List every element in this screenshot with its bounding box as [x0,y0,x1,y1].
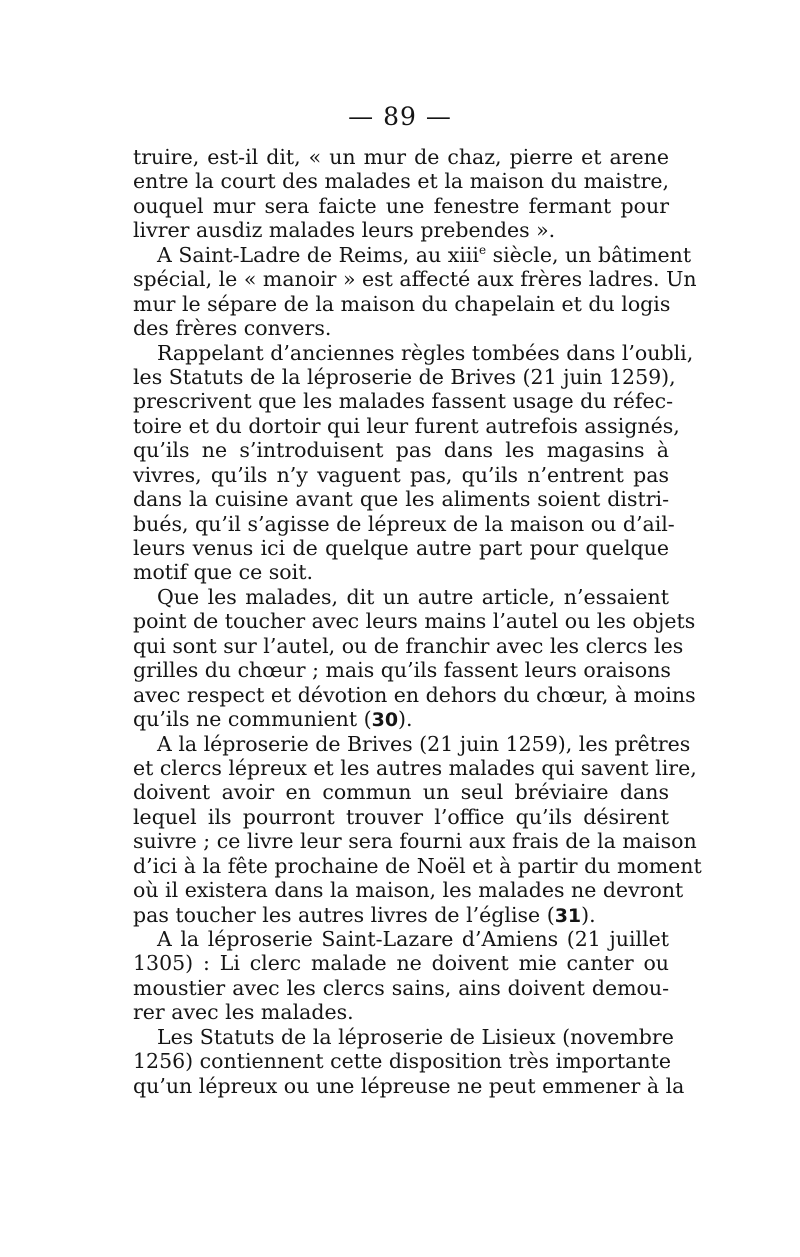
text-line-note-31 [133,903,669,927]
text-fragment: qu’ils ne communient ( [133,707,372,732]
text-line: leurs venus ici de quelque autre part pour quelque [133,536,669,560]
text-fragment: pas toucher les autres livres de l’église ( [133,902,555,927]
text-line: qu’un lépreux ou une lépreuse ne peut emmener à la [133,1073,685,1098]
text-line: avec respect et dévotion en dehors du chœur, à moins [133,682,696,707]
text-line: vivres, qu’ils n’y vaguent pas, qu’ils n’entrent pas [133,462,669,487]
text-line-century [133,242,692,267]
text-line: toire et du dortoir qui leur furent autrefois assignés, [133,413,680,438]
text-line: où il existera dans la maison, les malades ne devront [133,878,684,903]
text-line: point de toucher avec leurs mains l’autel ou les objets [133,609,696,634]
century-roman: xiii [447,242,479,267]
footnote-ref-31[interactable]: 31 [554,904,582,927]
text-line: mur le sépare de la maison du chapelain et du logis [133,291,671,316]
text-line: lequel ils pourront trouver l’office qu’ils désirent [133,804,669,829]
text-line: qu’ils ne s’introduisent pas dans les magasins à [133,438,669,463]
text-line: spécial, le « manoir » est affecté aux frères ladres. Un [133,267,697,292]
text-line: ouquel mur sera faicte une fenestre fermant pour [133,193,669,218]
text-line: livrer ausdiz malades leurs prebendes ». [133,218,556,243]
text-fragment: A Saint-Ladre de Reims, au [157,242,448,267]
text-line: 1256) contiennent cette disposition très importante [133,1049,671,1074]
text-line: doivent avoir en commun un seul bréviaire dans [133,780,669,805]
text-line: Rappelant d’anciennes règles tombées dans l’oubli, [157,340,694,365]
text-line: qui sont sur l’autel, ou de franchir avec les clercs les [133,633,684,658]
text-line: prescrivent que les malades fassent usage du réfec- [133,389,674,414]
body-text [133,145,702,1098]
text-line: d’ici à la fête prochaine de Noël et à partir du moment [133,853,702,878]
text-line: rer avec les malades. [133,1000,354,1025]
text-line: bués, qu’il s’agisse de lépreux de la maison ou d’ail- [133,511,675,536]
text-fragment: ). [398,707,413,732]
text-line: les Statuts de la léproserie de Brives (21 juin 1259), [133,364,676,389]
text-line: grilles du chœur ; mais qu’ils fassent leurs oraisons [133,658,671,683]
text-line: 1305) : Li clerc malade ne doivent mie canter ou [133,951,669,976]
text-fragment: ). [581,902,596,927]
century-superscript: e [478,242,487,257]
text-line: dans la cuisine avant que les aliments soient distri- [133,487,669,512]
text-line: Les Statuts de la léproserie de Lisieux (novembre [157,1024,674,1049]
text-line: A la léproserie de Brives (21 juin 1259), les prêtres [157,731,691,756]
text-line: truire, est-il dit, « un mur de chaz, pierre et arene [133,145,669,169]
text-line: moustier avec les clercs sains, ains doivent demou- [133,975,669,1000]
text-line: entre la court des malades et la maison du maistre, [133,169,669,194]
text-line: des frères convers. [133,316,332,341]
page-number: — 89 — [348,102,452,131]
text-line: et clercs lépreux et les autres malades qui savent lire, [133,755,697,780]
text-line: Que les malades, dit un autre article, n’essaient [157,584,669,609]
text-line-note-30 [133,707,669,731]
text-line: motif que ce soit. [133,560,313,585]
text-line: suivre ; ce livre leur sera fourni aux frais de la maison [133,829,697,854]
footnote-ref-30[interactable]: 30 [371,709,399,732]
text-fragment: siècle, un bâtiment [486,242,692,267]
text-line: A la léproserie Saint-Lazare d’Amiens (21 juillet [157,927,669,951]
